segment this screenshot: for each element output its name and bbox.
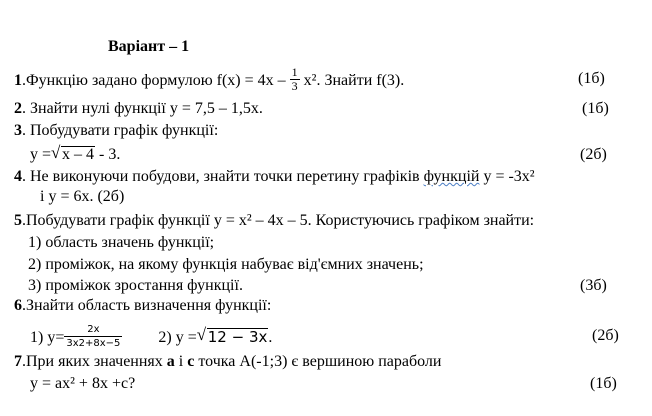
task-6-part-2-radicand: 12 − 3x: [207, 328, 268, 347]
task-4-number: 4: [14, 168, 22, 185]
task-5-number: 5: [14, 212, 22, 229]
task-7-var-c: c: [187, 353, 195, 370]
task-6-formulas: [30, 325, 272, 352]
task-4-text-b: y = -3x²: [479, 168, 535, 185]
task-5-item-1: 1) область значень функції;: [28, 234, 215, 251]
task-1-frac-bottom: 3: [291, 79, 298, 93]
task-2-number: 2: [14, 100, 22, 117]
task-6-number: 6: [14, 297, 22, 314]
task-6-part-1-denominator: 3x2+8x−5: [66, 338, 121, 349]
task-3-formula-a: y =: [30, 146, 52, 163]
task-1: [14, 65, 405, 95]
sqrt-icon: √: [51, 143, 61, 162]
task-1-text-b: x². Знайти f(3).: [303, 72, 405, 90]
task-6-part-1-numerator: 2x: [64, 323, 122, 337]
task-4: [14, 168, 535, 186]
task-5-text: .Побудувати графік функції y = x² – 4x – 5. Користуючись графіком знайти:: [22, 212, 535, 229]
task-1-frac-top: 1: [291, 65, 298, 79]
task-7-text-a: .При яких значеннях: [22, 353, 167, 370]
task-7-number: 7: [14, 353, 22, 370]
task-6-part-1-fraction: [64, 323, 122, 350]
task-3-sqrt: [51, 143, 95, 164]
task-2-points: (1б): [582, 100, 609, 117]
task-7: [14, 353, 441, 371]
task-7-text-b: точка A(-1;3) є вершиною параболи: [194, 353, 442, 370]
task-6-part-2-sqrt: [196, 325, 269, 347]
task-3-text: . Побудувати графік функції:: [22, 122, 219, 139]
task-4-squiggle-word: функцій: [423, 168, 480, 185]
task-6-part-1-label: 1) y=: [30, 329, 65, 347]
task-3-number: 3: [14, 122, 22, 139]
task-5-item-3: 3) проміжок зростання функції.: [28, 277, 243, 294]
task-1-text-a: .Функцію задано формулою f(x) = 4x –: [22, 72, 286, 90]
task-6: [14, 297, 271, 315]
task-5-item-2: 2) проміжок, на якому функція набуває від'ємних значень;: [28, 256, 424, 273]
task-4-line-2: і y = 6x. (2б): [40, 188, 125, 205]
task-5-points: (3б): [580, 277, 607, 294]
task-7-var-a: a: [166, 353, 175, 370]
task-6-text: .Знайти область визначення функції:: [22, 297, 272, 314]
task-3-formula: [30, 143, 121, 164]
task-2: [14, 100, 263, 118]
sqrt-icon: √: [196, 325, 207, 345]
task-3-points: (2б): [580, 146, 607, 163]
task-7-and: і: [174, 353, 188, 370]
task-6-points: (2б): [592, 327, 619, 344]
task-3: [14, 122, 218, 140]
task-6-part-2-end: .: [268, 329, 273, 347]
task-1-points: (1б): [578, 70, 605, 87]
task-6-part-2-label: 2) y =: [158, 329, 197, 347]
task-1-fraction: [290, 66, 300, 93]
task-1-number: 1: [14, 72, 22, 90]
task-3-radicand: x – 4: [62, 146, 95, 163]
task-4-text-a: . Не виконуючи побудови, знайти точки перетину графіків: [22, 168, 424, 185]
task-5: [14, 212, 534, 230]
task-2-text: . Знайти нулі функції y = 7,5 – 1,5x.: [22, 100, 263, 117]
task-3-formula-b: - 3.: [95, 146, 121, 163]
task-7-line-2: y = ax² + 8x +c?: [30, 375, 136, 392]
variant-title: Варіант – 1: [108, 38, 190, 55]
task-7-points: (1б): [590, 375, 617, 392]
